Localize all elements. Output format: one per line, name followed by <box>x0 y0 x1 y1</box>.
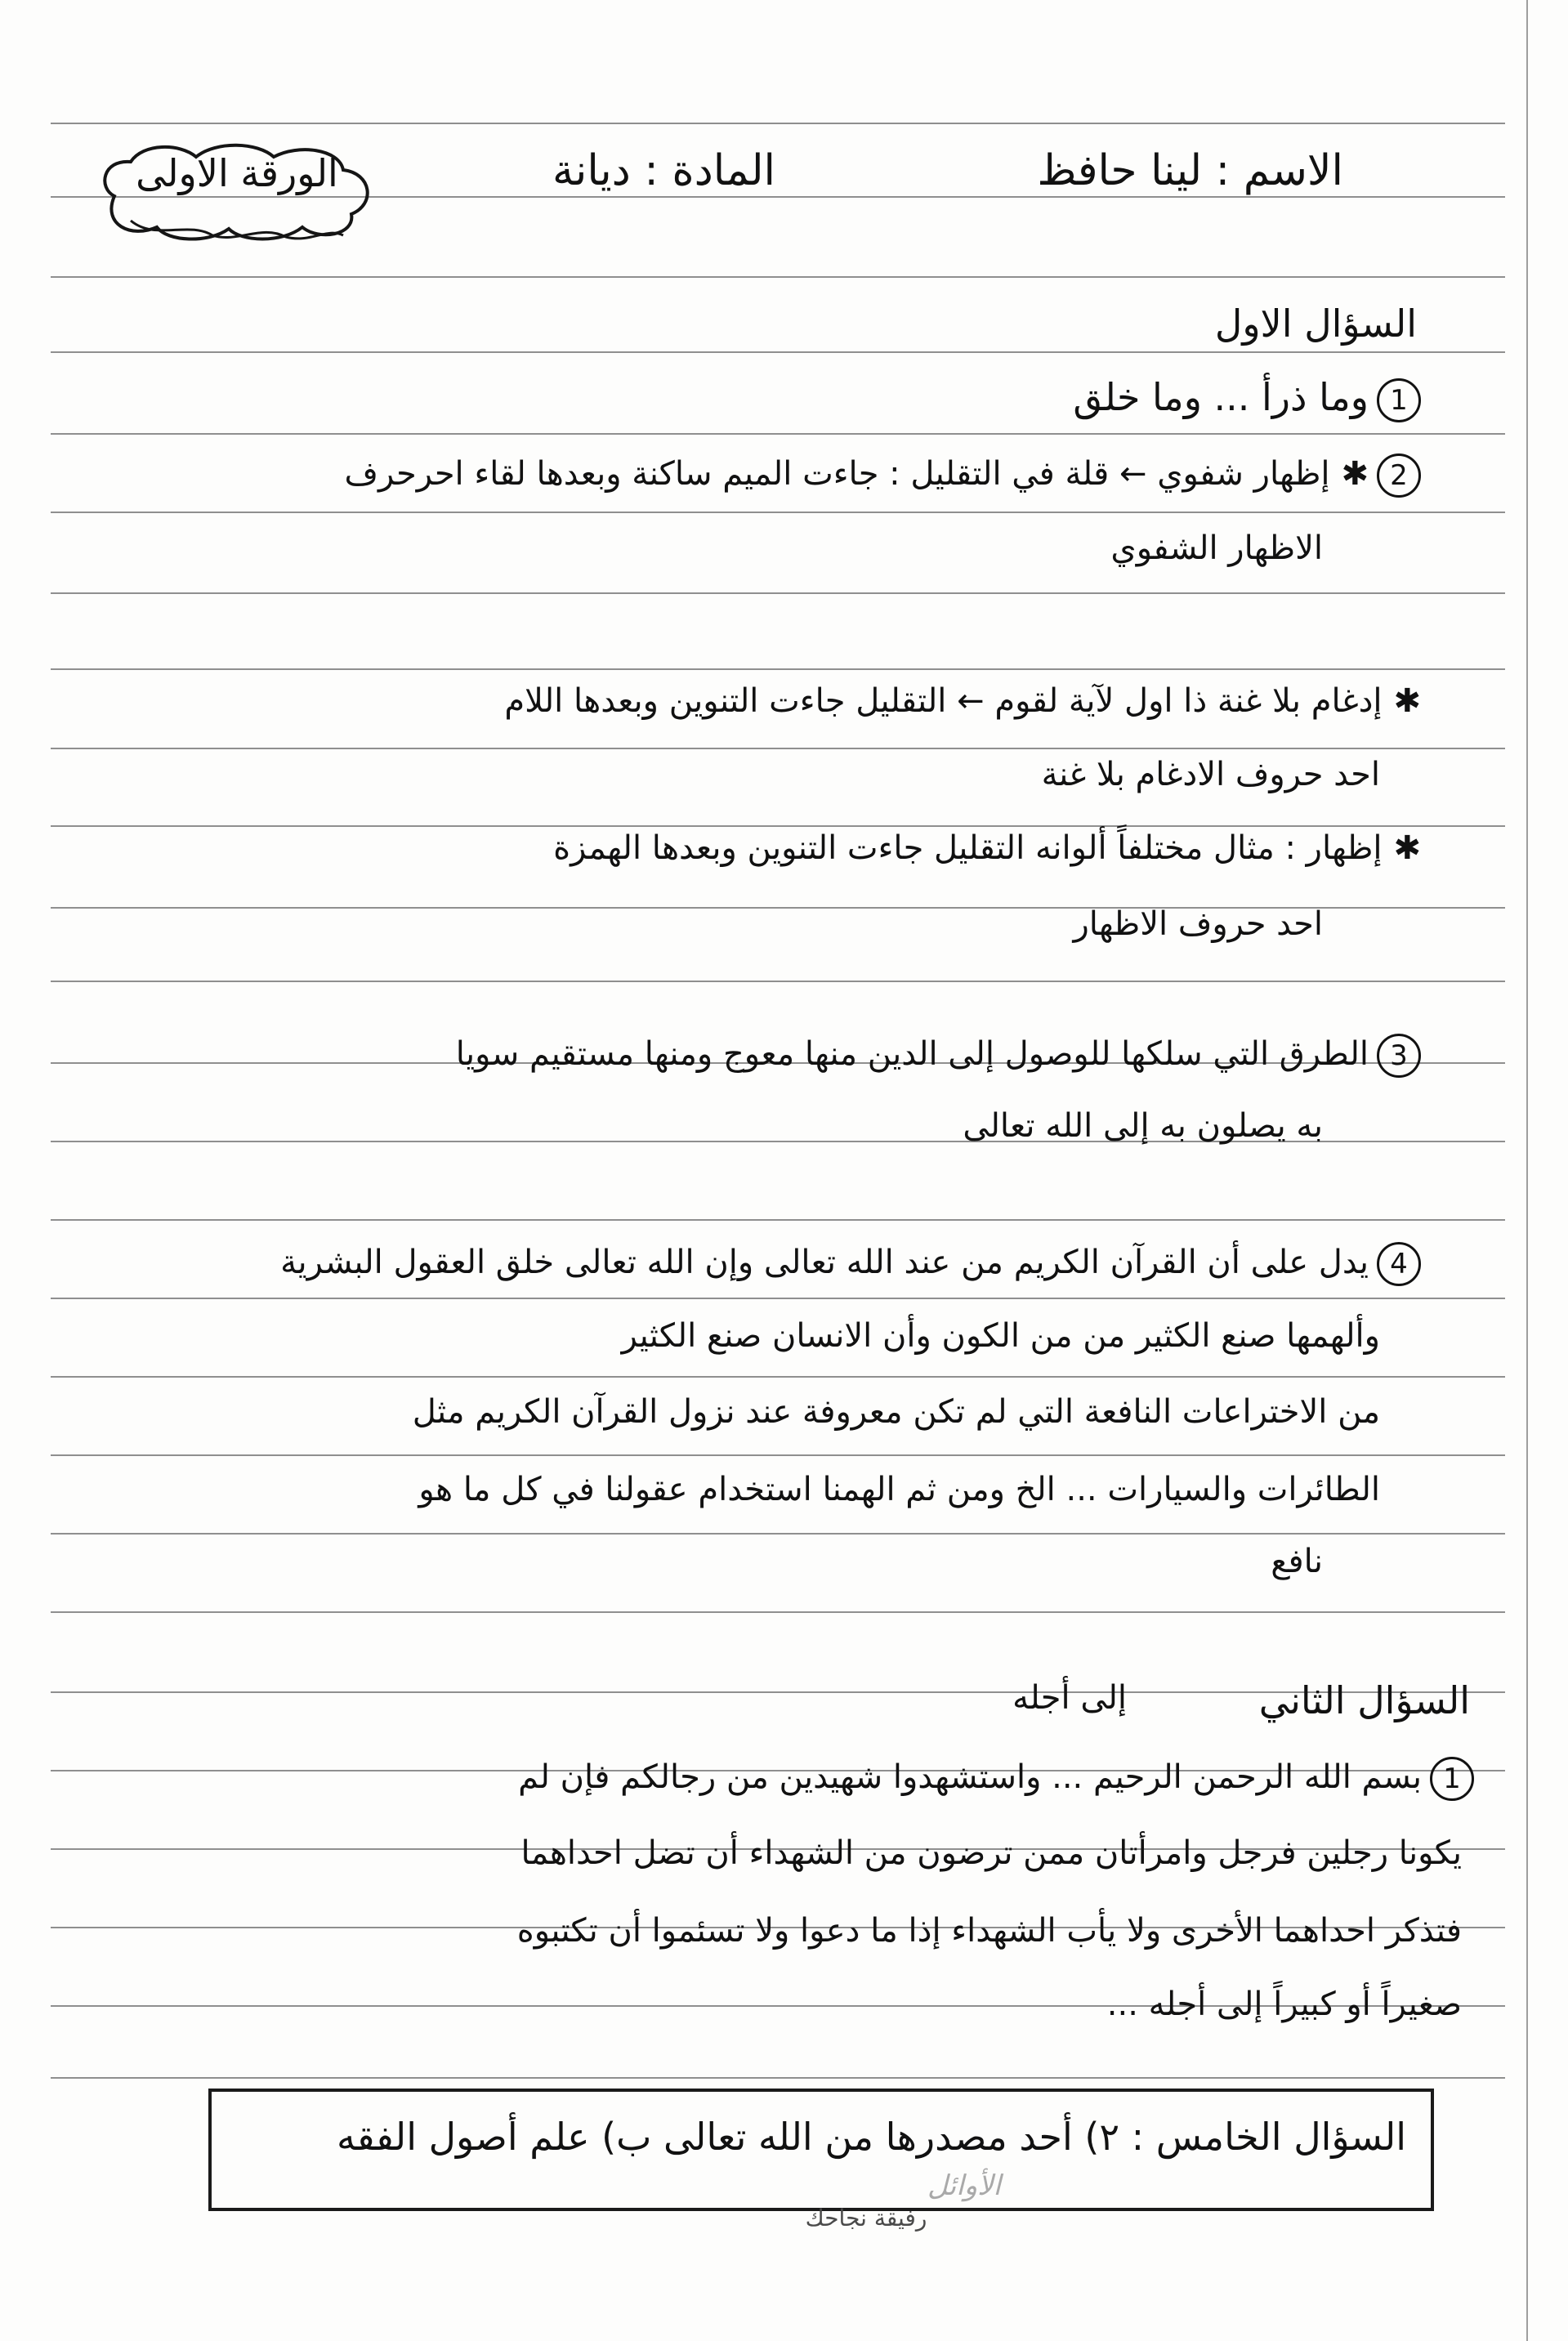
q1-item2c-line2: احد حروف الاظهار <box>1073 905 1323 943</box>
margin-line <box>1526 0 1528 2341</box>
q2-item1-line1-text: بسم الله الرحمن الرحيم ... واستشهدوا شهيدين من رجالكم فإن لم <box>518 1758 1422 1796</box>
q1-item2c-line1: ✱ إظهار : مثال مختلفاً ألوانه التقليل جاءت التنوين وبعدها الهمزة <box>553 829 1421 867</box>
ruled-line <box>51 1454 1505 1456</box>
q1-item4-line2: وألهمها صنع الكثير من من الكون وأن الانسان صنع الكثير <box>621 1317 1380 1355</box>
ruled-line <box>51 2077 1505 2079</box>
q1-item2-line1-text: إظهار شفوي ← قلة في التقليل : جاءت الميم ساكنة وبعدها لقاء احرحرف <box>344 455 1330 493</box>
item-number-1: 1 <box>1377 378 1421 422</box>
ruled-line <box>51 512 1505 513</box>
q1-item4-line4: الطائرات والسيارات ... الخ ومن ثم الهمنا استخدام عقولنا في كل ما هو <box>418 1471 1380 1508</box>
q1-item4-line3: من الاختراعات النافعة التي لم تكن معروفة عند نزول القرآن الكريم مثل <box>412 1393 1380 1431</box>
q1-item4-line5: نافع <box>1271 1543 1323 1580</box>
student-name: الاسم : لينا حافظ <box>1037 146 1343 195</box>
q2-item1-line1 <box>518 1757 1474 1801</box>
ruled-line <box>51 1376 1505 1378</box>
q2-title: السؤال الثاني <box>1258 1678 1470 1722</box>
q1-item1 <box>1073 376 1421 422</box>
q1-item2b-line1-text: إدغام بلا غنة ذا اول لآية لقوم ← التقليل جاءت التنوين وبعدها اللام <box>504 682 1383 720</box>
ruled-line <box>51 1611 1505 1613</box>
item-number-3: 3 <box>1377 1034 1421 1078</box>
item-number-q2-1: 1 <box>1430 1757 1474 1801</box>
q1-item2-line2: الاظهار الشفوي <box>1110 529 1323 567</box>
q2-title-suffix: إلى أجله <box>1012 1679 1127 1717</box>
ruled-line <box>51 981 1505 982</box>
watermark-slogan: رفيقة نجاحك <box>805 2205 927 2232</box>
ruled-line <box>51 276 1505 278</box>
q1-item3-line1 <box>456 1034 1421 1078</box>
q1-item2b-line2: احد حروف الادغام بلا غنة <box>1041 756 1380 793</box>
q5-box <box>208 2089 1434 2211</box>
q5-text: السؤال الخامس : ٢) أحد مصدرها من الله تعالى ب) علم أصول الفقه <box>336 2115 1406 2159</box>
ruled-line <box>51 123 1505 124</box>
ruled-line <box>51 433 1505 435</box>
ruled-line <box>51 1219 1505 1221</box>
sheet-label: الورقة الاولى <box>136 151 338 195</box>
q1-item2-line1: 2✱ إظهار شفوي ← قلة في التقليل : جاءت الميم ساكنة وبعدها لقاء احرحرف <box>345 453 1422 498</box>
item-number-2: 2 <box>1377 453 1421 498</box>
subject-label: المادة : ديانة <box>552 146 775 195</box>
ruled-line <box>51 1298 1505 1299</box>
q2-item1-line2: يكونا رجلين فرجل وامرأتان ممن ترضون من الشهداء أن تضل احداهما <box>520 1834 1462 1872</box>
q1-item4-line1-text: يدل على أن القرآن الكريم من عند الله تعالى وإن الله تعالى خلق العقول البشرية <box>280 1244 1369 1281</box>
q2-item1-line4: صغيراً أو كبيراً إلى أجله ... <box>1106 1986 1462 2023</box>
q1-item3-line1-text: الطرق التي سلكها للوصول إلى الدين منها معوج ومنها مستقيم سويا <box>455 1035 1369 1073</box>
q2-item1-line3: فتذكر احداهما الأخرى ولا يأب الشهداء إذا ما دعوا ولا تسئموا أن تكتبوه <box>516 1912 1462 1950</box>
ruled-line <box>51 668 1505 670</box>
q1-item3-line2: به يصلون به إلى الله تعالى <box>963 1107 1323 1145</box>
ruled-line <box>51 825 1505 827</box>
q1-item4-line1 <box>280 1242 1421 1286</box>
ruled-line <box>51 748 1505 749</box>
watermark-logo: الأوائل <box>927 2169 1001 2202</box>
ruled-line <box>51 351 1505 353</box>
q1-item2c-line1-text: إظهار : مثال مختلفاً ألوانه التقليل جاءت التنوين وبعدها الهمزة <box>553 829 1383 867</box>
q1-item1-text: وما ذرأ ... وما خلق <box>1073 375 1369 419</box>
ruled-line <box>51 592 1505 594</box>
item-number-4: 4 <box>1377 1242 1421 1286</box>
ruled-line <box>51 1533 1505 1535</box>
q1-item2b-line1: ✱ إدغام بلا غنة ذا اول لآية لقوم ← التقليل جاءت التنوين وبعدها اللام <box>504 682 1421 720</box>
q1-title: السؤال الاول <box>1214 302 1417 346</box>
